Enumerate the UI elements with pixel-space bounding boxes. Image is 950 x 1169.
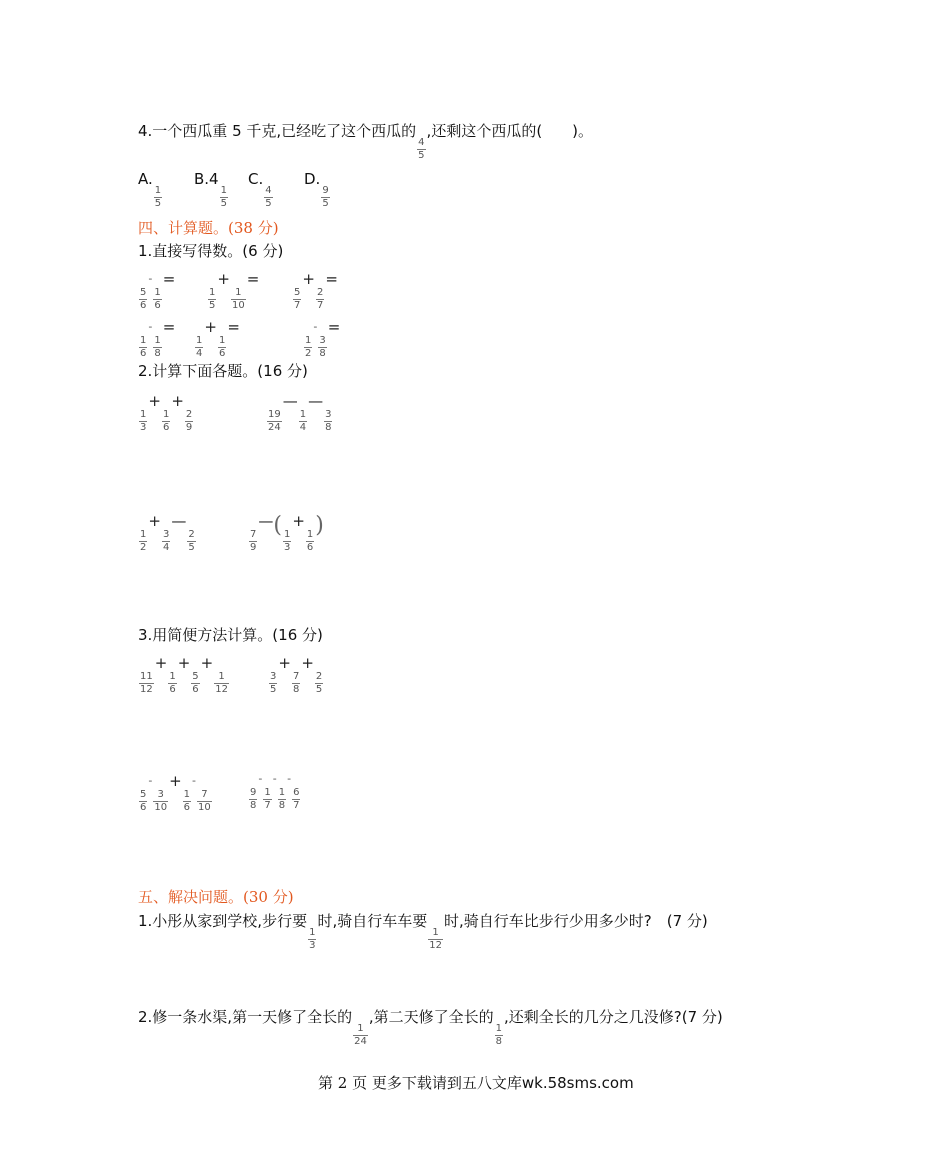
option-b-label: B.4 [194,170,219,188]
problem-2-text-c: ,还剩全长的几分之几没修?(7 分) [503,1008,723,1026]
problem-2 [138,1006,723,1044]
fraction: $\frac{1}{5}$ [154,186,162,206]
question-4 [138,120,593,158]
fraction: $\frac{1}{10}$ [231,288,245,308]
fraction: $\frac{1}{3}$ [140,410,147,430]
page-footer [318,1072,634,1093]
fraction: $\frac{1}{8}$ [495,1024,502,1044]
operator: + [154,654,168,672]
fraction: $\frac{2}{5}$ [315,672,323,692]
fraction: $\frac{7}{9}$ [250,530,257,550]
operator: + [204,318,217,336]
fraction: $\frac{7}{8}$ [292,672,300,692]
operator: + [177,654,191,672]
operator: + [148,512,161,530]
expression [138,654,230,692]
question-4-text-a: 4.一个西瓜重 5 千克,已经吃了这个西瓜的 [138,122,417,140]
fraction: $\frac{1}{2}$ [140,530,147,550]
operator: - [148,320,153,333]
operator: + [217,270,230,288]
operator: = [246,270,260,288]
operator: - [148,272,153,285]
operator: + [169,772,182,790]
fraction: $\frac{3}{8}$ [325,410,332,430]
option-d [304,170,331,206]
fraction: $\frac{5}{6}$ [140,288,147,308]
expression [303,318,340,356]
operator: = [162,318,176,336]
operator: + [302,270,315,288]
operator: = [162,270,176,288]
fraction: $\frac{9}{8}$ [250,788,257,808]
fraction: $\frac{19}{24}$ [268,410,281,430]
fraction: $\frac{1}{6}$ [154,288,161,308]
operator: — [171,512,187,530]
fraction: $\frac{5}{6}$ [192,672,199,692]
fraction: $\frac{1}{3}$ [283,530,291,550]
problem-1-text-b: 时,骑自行车车要 [317,912,428,930]
problem-2-text-a: 2.修一条水渠,第一天修了全长的 [138,1008,353,1026]
fraction: $\frac{5}{6}$ [140,790,147,810]
option-a-label: A. [138,170,153,188]
fraction: $\frac{1}{12}$ [215,672,228,692]
operator: = [325,270,338,288]
fraction: $\frac{3}{10}$ [154,790,168,810]
fraction: $\frac{1}{3}$ [309,928,316,948]
expression [248,512,324,550]
fraction: $\frac{1}{6}$ [183,790,191,810]
option-c [248,170,274,206]
fraction: $\frac{1}{6}$ [162,410,170,430]
option-a [138,170,163,206]
fraction: $\frac{2}{9}$ [185,410,193,430]
expression [138,772,213,810]
operator: — [308,392,324,410]
expression [266,392,333,430]
option-c-label: C. [248,170,264,188]
operator: = [327,318,341,336]
operator: — [282,392,298,410]
section-5-title: 五、解决问题。(30 分) [138,888,294,906]
fraction: $\frac{7}{10}$ [198,790,211,810]
part-1-title: 1.直接写得数。(6 分) [138,242,284,260]
fraction: $\frac{1}{24}$ [354,1024,367,1044]
option-b [194,170,229,206]
expression [194,318,240,356]
option-d-label: D. [304,170,321,188]
fraction: $\frac{1}{4}$ [196,336,203,356]
problem-1-text-c: 时,骑自行车比步行少用多少时? (7 分) [443,912,708,930]
expression [138,392,194,430]
operator: — [258,512,274,530]
fraction: $\frac{9}{5}$ [322,186,329,206]
expression [248,772,301,808]
operator: + [278,654,291,672]
fraction: $\frac{3}{8}$ [319,336,326,356]
fraction: $\frac{3}{5}$ [270,672,277,692]
fraction: $\frac{3}{4}$ [162,530,170,550]
fraction: $\frac{1}{4}$ [299,410,307,430]
fraction: $\frac{1}{12}$ [429,928,442,948]
fraction: $\frac{4}{5}$ [418,138,425,158]
operator: - [192,774,197,787]
problem-2-text-b: ,第二天修了全长的 [368,1008,494,1026]
fraction: $\frac{2}{7}$ [316,288,324,308]
problem-1-text-a: 1.小彤从家到学校,步行要 [138,912,308,930]
section-4-title: 四、计算题。(38 分) [138,219,279,237]
problem-1 [138,910,708,948]
fraction: $\frac{11}{12}$ [140,672,153,692]
fraction: $\frac{1}{7}$ [264,788,271,808]
operator: + [200,654,214,672]
operator: - [272,772,277,785]
fraction: $\frac{4}{5}$ [265,186,272,206]
fraction: $\frac{1}{6}$ [140,336,147,356]
footer-site-link[interactable]: wk.58sms.com [521,1074,634,1092]
operator: + [171,392,184,410]
fraction: $\frac{1}{6}$ [169,672,176,692]
question-4-text-b: ,还剩这个西瓜的( )。 [426,122,594,140]
fraction: $\frac{1}{6}$ [306,530,314,550]
fraction: $\frac{1}{5}$ [209,288,216,308]
operator: - [258,772,263,785]
operator: = [227,318,240,336]
fraction: $\frac{1}{2}$ [305,336,312,356]
operator: + [301,654,314,672]
fraction: $\frac{2}{5}$ [188,530,195,550]
expression [292,270,338,308]
fraction: $\frac{1}{5}$ [220,186,227,206]
operator: - [287,772,292,785]
fraction: $\frac{1}{8}$ [278,788,286,808]
part-2-title: 2.计算下面各题。(16 分) [138,362,308,380]
expression [138,270,175,308]
fraction: $\frac{1}{6}$ [218,336,226,356]
expression [138,512,197,550]
footer-page-text: 第 2 页 更多下载请到五八文库 [318,1074,522,1092]
operator: - [313,320,318,333]
expression [138,318,175,356]
part-3-title: 3.用简便方法计算。(16 分) [138,626,323,644]
fraction: $\frac{6}{7}$ [293,788,300,808]
operator: + [148,392,161,410]
parenthesis: ) [315,513,324,538]
operator: - [148,774,153,787]
operator: + [292,512,305,530]
expression [268,654,324,692]
parenthesis: ( [273,513,282,538]
fraction: $\frac{5}{7}$ [294,288,301,308]
fraction: $\frac{1}{8}$ [154,336,161,356]
expression [207,270,259,308]
